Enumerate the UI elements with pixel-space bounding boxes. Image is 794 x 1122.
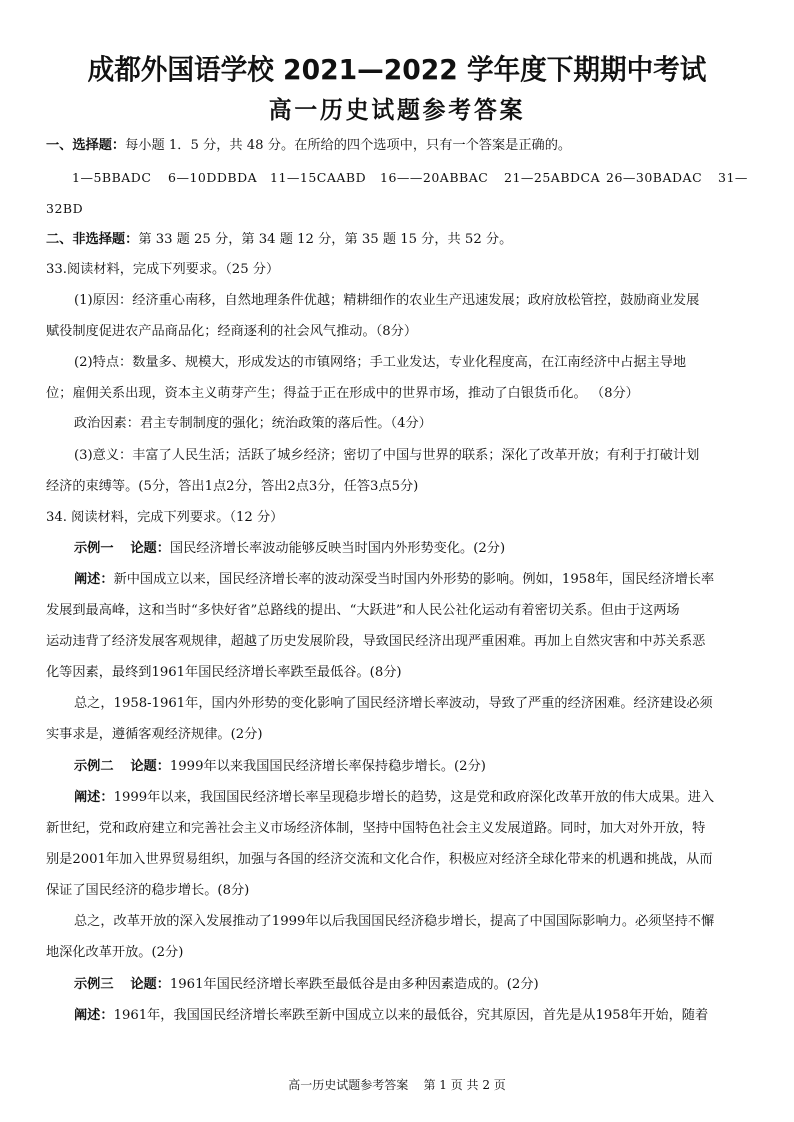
ex2-expo-line3: 别是2001年加入世界贸易组织，加强与各国的经济交流和文化合作，积极应对经济全球化带来的机遇和挑战，从而	[46, 852, 713, 867]
section1-heading: 一、选择题：	[46, 138, 126, 153]
ex1-label: 示例一	[74, 541, 114, 556]
section1-line	[46, 136, 571, 156]
answer-group: 31—	[718, 170, 748, 185]
answer-group: 6—10DDBDA	[168, 170, 258, 185]
answer-group: 11—15CAABD	[270, 170, 367, 185]
ex2-thesis-label: 论题：	[130, 759, 170, 774]
answer-group-cont: 32BD	[46, 201, 84, 216]
ex3-thesis-label: 论题：	[130, 977, 170, 992]
ex1-expo-line1	[74, 570, 714, 590]
ex2-expo-label: 阐述：	[74, 790, 114, 805]
answer-group: 26—30BADAC	[606, 170, 703, 185]
ex3-thesis-line	[74, 975, 539, 995]
q33-p4-line2: 经济的束缚等。(5分，答出1点2分，答出2点3分，任答3点5分)	[46, 479, 419, 494]
ex3-label: 示例三	[74, 977, 114, 992]
ex2-thesis: 1999年以来我国国民经济增长率保持稳步增长。(2分)	[169, 759, 486, 774]
ex2-summary-line2: 地深化改革开放。(2分)	[46, 945, 184, 960]
answer-group: 16——20ABBAC	[380, 170, 489, 185]
q33-p4-line1: (3)意义：丰富了人民生活；活跃了城乡经济；密切了中国与世界的联系；深化了改革开放；有利于打破计划	[74, 448, 700, 463]
ex1-thesis-line	[74, 539, 505, 559]
answer-group: 1—5BBADC	[72, 170, 152, 185]
ex2-summary-line1: 总之，改革开放的深入发展推动了1999年以后我国国民经济稳步增长，提高了中国国际影响力。必须坚持不懈	[74, 914, 715, 929]
q33-p3: 政治因素：君主专制制度的强化；统治政策的落后性。（4分）	[74, 416, 432, 431]
q33-p1-line2: 赋役制度促进农产品商品化；经商逐利的社会风气推动。（8分）	[46, 324, 418, 339]
ex2-thesis-line	[74, 757, 486, 777]
page-title: 成都外国语学校 2021—2022 学年度下期期中考试	[87, 53, 707, 86]
ex1-expo-line4: 化等因素，最终到1961年国民经济增长率跌至最低谷。(8分)	[46, 665, 402, 680]
ex1-expo-line2: 发展到最高峰，这和当时“多快好省”总路线的提出、“大跃进”和人民公社化运动有着密切关系。但由于这两场	[46, 603, 680, 618]
ex2-label: 示例二	[74, 759, 114, 774]
ex1-thesis: 国民经济增长率波动能够反映当时国内外形势变化。(2分)	[169, 541, 506, 556]
q33-p2-line1: (2)特点：数量多、规模大，形成发达的市镇网络；手工业发达，专业化程度高，在江南经济中占据主导地	[74, 355, 687, 370]
ex1-expo-line3: 运动违背了经济发展客观规律，超越了历史发展阶段，导致国民经济出现严重困难。再加上自然灾害和中苏关系恶	[46, 634, 706, 649]
ex3-expo-text: 1961年，我国国民经济增长率跌至新中国成立以来的最低谷，究其原因，首先是从1958年开始，随着	[113, 1008, 709, 1023]
ex1-summary-line1: 总之，1958-1961年，国内外形势的变化影响了国民经济增长率波动，导致了严重的经济困难。经济建设必须	[74, 696, 713, 711]
page-subtitle: 高一历史试题参考答案	[268, 96, 526, 124]
q33-title: 33.阅读材料，完成下列要求。（25 分）	[46, 262, 280, 277]
page-footer: 高一历史试题参考答案 第 1 页 共 2 页	[288, 1078, 506, 1092]
ex1-expo-text: 新中国成立以来，国民经济增长率的波动深受当时国内外形势的影响。例如，1958年，国民经济增长率	[113, 572, 715, 587]
ex1-thesis-label: 论题：	[130, 541, 170, 556]
answer-group: 21—25ABDCA	[504, 170, 601, 185]
ex1-summary-line2: 实事求是，遵循客观经济规律。(2分)	[46, 727, 263, 742]
ex1-expo-label: 阐述：	[74, 572, 114, 587]
section2-desc: 第 33 题 25 分，第 34 题 12 分，第 35 题 15 分，共 52 分。	[138, 232, 513, 247]
ex3-thesis: 1961年国民经济增长率跌至最低谷是由多种因素造成的。(2分)	[169, 977, 539, 992]
ex2-expo-line1	[74, 788, 714, 808]
q34-title: 34. 阅读材料，完成下列要求。（12 分）	[46, 510, 284, 525]
q33-p1-line1: (1)原因：经济重心南移，自然地理条件优越；精耕细作的农业生产迅速发展；政府放松管控，鼓励商业发展	[74, 293, 700, 308]
ex2-expo-line2: 新世纪，党和政府建立和完善社会主义市场经济体制，坚持中国特色社会主义发展道路。同时，加大对外开放，特	[46, 821, 706, 836]
ex2-expo-line4: 保证了国民经济的稳步增长。(8分)	[46, 883, 250, 898]
section2-line	[46, 230, 512, 250]
ex3-expo-label: 阐述：	[74, 1008, 114, 1023]
ex3-expo-line1	[74, 1006, 708, 1026]
q33-p2-line2: 位；雇佣关系出现，资本主义萌芽产生；得益于正在形成中的世界市场，推动了白银货币化。 （8分）	[46, 386, 639, 401]
ex2-expo-text: 1999年以来，我国国民经济增长率呈现稳步增长的趋势，这是党和政府深化改革开放的伟大成果。进入	[113, 790, 715, 805]
section1-desc: 每小题 1．5 分，共 48 分。在所给的四个选项中，只有一个答案是正确的。	[125, 138, 572, 153]
section2-heading: 二、非选择题：	[46, 232, 139, 247]
